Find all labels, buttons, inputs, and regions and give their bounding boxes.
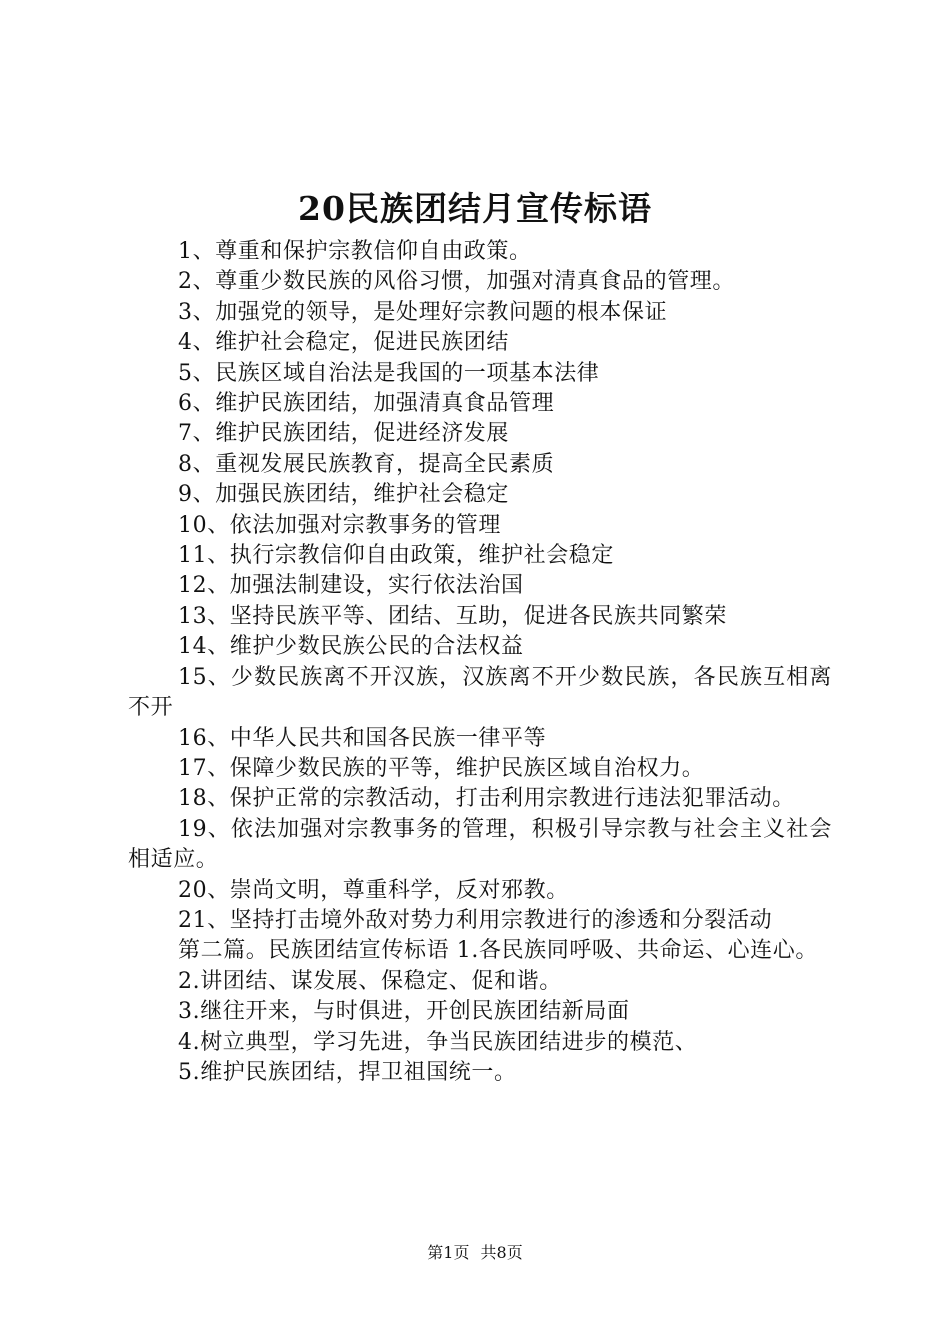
paragraph-17: 17、保障少数民族的平等，维护民族区域自治权力。 — [178, 755, 705, 781]
paragraph-7: 7、维护民族团结，促进经济发展 — [178, 421, 509, 447]
paragraph-15: 15、少数民族离不开汉族，汉族离不开少数民族，各民族互相离不开 — [128, 664, 832, 721]
paragraph-18: 18、保护正常的宗教活动，打击利用宗教进行违法犯罪活动。 — [178, 786, 795, 812]
document-body — [128, 237, 832, 1088]
paragraph-part-two-4: 4.树立典型，学习先进，争当民族团结进步的模范、 — [178, 1029, 698, 1055]
paragraph-2: 2、尊重少数民族的风俗习惯，加强对清真食品的管理。 — [178, 269, 735, 295]
paragraph-part-two-intro: 第二篇。民族团结宣传标语 1.各民族同呼吸、共命运、心连心。 — [178, 938, 818, 964]
document-title: 20民族团结月宣传标语 — [298, 189, 652, 228]
paragraph-10: 10、依法加强对宗教事务的管理 — [178, 512, 501, 538]
paragraph-3: 3、加强党的领导，是处理好宗教问题的根本保证 — [178, 299, 668, 325]
paragraph-6: 6、维护民族团结，加强清真食品管理 — [178, 391, 555, 417]
paragraph-4: 4、维护社会稳定，促进民族团结 — [178, 330, 509, 356]
paragraph-part-two-2: 2.讲团结、谋发展、保稳定、促和谐。 — [178, 968, 562, 994]
paragraph-11: 11、执行宗教信仰自由政策，维护社会稳定 — [178, 543, 614, 569]
paragraph-19: 19、依法加强对宗教事务的管理，积极引导宗教与社会主义社会相适应。 — [128, 816, 832, 873]
paragraph-12: 12、加强法制建设，实行依法治国 — [178, 573, 524, 599]
paragraph-21: 21、坚持打击境外敌对势力利用宗教进行的渗透和分裂活动 — [178, 907, 773, 933]
paragraph-13: 13、坚持民族平等、团结、互助，促进各民族共同繁荣 — [178, 603, 727, 629]
paragraph-part-two-5: 5.维护民族团结，捍卫祖国统一。 — [178, 1059, 517, 1085]
paragraph-1: 1、尊重和保护宗教信仰自由政策。 — [178, 239, 532, 264]
paragraph-14: 14、维护少数民族公民的合法权益 — [178, 634, 524, 660]
page-number-footer: 第1页 共8页 — [427, 1243, 523, 1262]
paragraph-5: 5、民族区域自治法是我国的一项基本法律 — [178, 360, 600, 386]
paragraph-part-two-3: 3.继往开来，与时俱进，开创民族团结新局面 — [178, 999, 630, 1025]
paragraph-9: 9、加强民族团结，维护社会稳定 — [178, 482, 509, 508]
paragraph-8: 8、重视发展民族教育，提高全民素质 — [178, 451, 555, 477]
paragraph-16: 16、中华人民共和国各民族一律平等 — [178, 725, 547, 751]
paragraph-20: 20、崇尚文明，尊重科学，反对邪教。 — [178, 877, 569, 903]
